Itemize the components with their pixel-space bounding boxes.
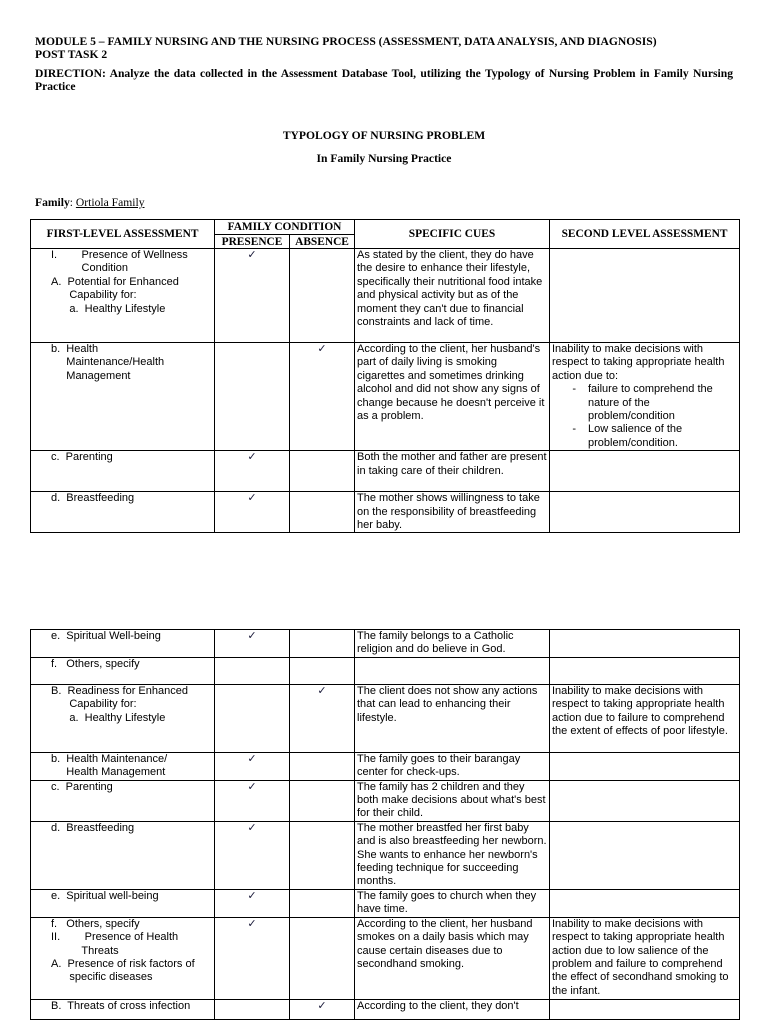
header-first-level: FIRST-LEVEL ASSESSMENT [31,220,215,249]
first-level-cell [31,752,215,780]
check-mark-icon: ✓ [247,780,257,793]
first-level-line: specific diseases [51,971,153,984]
specific-cues-cell: According to the client, they don't [355,999,550,1019]
second-level-bullet: - failure to comprehend the nature of the problem/condition [552,383,737,423]
specific-cues-cell: Both the mother and father are present in taking care of their children. [355,451,550,492]
presence-check-cell [215,249,290,343]
check-mark-icon: ✓ [247,451,257,464]
typology-table-page-2 [30,629,740,1020]
first-level-line: A. Presence of risk factors of [51,957,195,970]
presence-check-cell [215,630,290,658]
second-level-cell [550,343,740,451]
first-level-cell [31,492,215,533]
family-label: Family [35,196,70,209]
first-level-line: c. Parenting [51,451,113,464]
second-level-cell [550,780,740,821]
presence-check-cell [215,657,290,684]
check-mark-icon: ✓ [317,684,327,697]
direction-paragraph [35,67,733,93]
check-mark-icon: ✓ [247,821,257,834]
presence-check-cell [215,821,290,889]
table-row [31,917,740,999]
check-mark-icon: ✓ [247,249,257,261]
table-row [31,821,740,889]
specific-cues-cell: According to the client, her husband's part of daily living is smoking cigarettes and sometimes drinking alcohol and did not show any signs of change because he doesn't perceive it as a problem. [355,343,550,451]
first-level-line: e. Spiritual well-being [51,889,159,902]
absence-check-cell [290,917,355,999]
second-level-cell [550,657,740,684]
direction-label: DIRECTION: [35,67,106,80]
header-family-condition: FAMILY CONDITION [215,220,355,235]
page-title: TYPOLOGY OF NURSING PROBLEM [282,129,486,142]
presence-check-cell [215,492,290,533]
first-level-cell [31,630,215,658]
first-level-line: A. Potential for Enhanced [51,275,179,288]
second-level-text: Inability to make decisions with respect to taking appropriate health action due to low salience of the problem and failure to comprehend the effect of secondhand smoking to the infant. [552,917,729,997]
family-name: Ortiola Family [75,196,145,209]
first-level-cell [31,343,215,451]
specific-cues-cell: The family goes to church when they have time. [355,889,550,917]
first-level-line: Management [51,369,131,382]
specific-cues-cell: The mother shows willingness to take on the responsibility of breastfeeding her baby. [355,492,550,533]
check-mark-icon: ✓ [247,492,257,505]
table-row [31,752,740,780]
first-level-line: I. Presence of Wellness [51,249,188,261]
check-mark-icon: ✓ [317,343,327,355]
first-level-cell [31,780,215,821]
direction-text: Analyze the data collected in the Assessment Database Tool, utilizing the Typology of Nursing Problem in Family Nursing Practice [35,67,733,93]
first-level-cell [31,684,215,752]
first-level-cell [31,657,215,684]
table-row [31,780,740,821]
table-row [31,889,740,917]
first-level-line: Maintenance/Health [51,356,165,369]
check-mark-icon: ✓ [247,630,257,642]
absence-check-cell [290,780,355,821]
typology-table-page-1 [30,219,740,533]
presence-check-cell [215,999,290,1019]
presence-check-cell [215,889,290,917]
table-row [31,249,740,343]
first-level-line: B. Readiness for Enhanced [51,684,188,697]
second-level-text: Inability to make decisions with respect to taking appropriate health action due to failure to comprehend the extent of effects of poor lifestyle. [552,684,728,738]
specific-cues-cell: The family goes to their barangay center for check-ups. [355,752,550,780]
header-presence: PRESENCE [215,235,290,249]
first-level-line: Health Management [51,766,166,779]
header-specific-cues: SPECIFIC CUES [355,220,550,249]
absence-check-cell [290,999,355,1019]
first-level-line: a. Healthy Lifestyle [51,302,166,315]
table-row [31,684,740,752]
second-level-cell [550,889,740,917]
table-row [31,999,740,1019]
header-absence: ABSENCE [290,235,355,249]
post-task-label: POST TASK 2 [35,48,108,61]
first-level-cell [31,999,215,1019]
first-level-line: f. Others, specify [51,657,140,670]
first-level-line: d. Breastfeeding [51,821,135,834]
absence-check-cell [290,752,355,780]
absence-check-cell [290,684,355,752]
first-level-line: Condition [51,262,129,275]
family-line: Family: Ortiola Family [35,196,145,209]
presence-check-cell [215,917,290,999]
absence-check-cell [290,630,355,658]
specific-cues-cell [355,657,550,684]
first-level-line: e. Spiritual Well-being [51,630,161,642]
second-level-text: Inability to make decisions with respect to taking appropriate health action due to: [552,343,725,382]
first-level-line: f. Others, specify [51,917,140,930]
absence-check-cell [290,492,355,533]
page-subtitle: In Family Nursing Practice [316,152,452,165]
specific-cues-cell: According to the client, her husband smokes on a daily basis which may cause certain diseases due to secondhand smoking. [355,917,550,999]
second-level-bullet: - Low salience of the problem/condition. [552,423,737,450]
absence-check-cell [290,657,355,684]
first-level-line: b. Health [51,343,99,355]
absence-check-cell [290,821,355,889]
first-level-cell [31,451,215,492]
second-level-bullet-text: Low salience of the problem/condition. [588,423,683,449]
second-level-cell [550,821,740,889]
absence-check-cell [290,451,355,492]
first-level-line: Threats [51,944,119,957]
absence-check-cell [290,343,355,451]
table-row [31,630,740,658]
module-title: MODULE 5 – FAMILY NURSING AND THE NURSING PROCESS (ASSESSMENT, DATA ANALYSIS, AND DIAGNOSIS) [35,35,657,48]
presence-check-cell [215,343,290,451]
first-level-line: a. Healthy Lifestyle [51,711,166,724]
specific-cues-cell: The mother breastfed her first baby and is also breastfeeding her newborn. She wants to enhance her newborn's feeding technique for succeeding months. [355,821,550,889]
specific-cues-cell: As stated by the client, they do have the desire to enhance their lifestyle, specifically their nutritional food intake and physical activity but as of the moment they can't due to financial constraints and lack of time. [355,249,550,343]
presence-check-cell [215,752,290,780]
document-header [35,35,733,93]
absence-check-cell [290,249,355,343]
first-level-cell [31,917,215,999]
absence-check-cell [290,889,355,917]
first-level-cell [31,249,215,343]
second-level-cell [550,752,740,780]
second-level-cell [550,917,740,999]
second-level-cell [550,630,740,658]
specific-cues-cell: The client does not show any actions that can lead to enhancing their lifestyle. [355,684,550,752]
check-mark-icon: ✓ [247,889,257,902]
second-level-cell [550,249,740,343]
specific-cues-cell: The family has 2 children and they both make decisions about what's best for their child. [355,780,550,821]
second-level-cell [550,684,740,752]
first-level-line: B. Threats of cross infection [51,999,191,1012]
table-row [31,451,740,492]
presence-check-cell [215,780,290,821]
check-mark-icon: ✓ [247,752,257,765]
table-row [31,343,740,451]
presence-check-cell [215,684,290,752]
first-level-cell [31,821,215,889]
table-row [31,492,740,533]
second-level-bullet-text: failure to comprehend the nature of the problem/condition [588,383,713,423]
first-level-line: Capability for: [51,698,137,711]
first-level-cell [31,889,215,917]
presence-check-cell [215,451,290,492]
table-row [31,657,740,684]
check-mark-icon: ✓ [247,917,257,930]
specific-cues-cell: The family belongs to a Catholic religion and do believe in God. [355,630,550,658]
first-level-line: Capability for: [51,289,137,302]
first-level-line: b. Health Maintenance/ [51,752,168,765]
header-second-level: SECOND LEVEL ASSESSMENT [550,220,740,249]
first-level-line: II. Presence of Health [51,931,179,944]
second-level-cell [550,999,740,1019]
second-level-cell [550,492,740,533]
first-level-line: d. Breastfeeding [51,492,135,505]
check-mark-icon: ✓ [317,999,327,1012]
first-level-line: c. Parenting [51,780,113,793]
second-level-cell [550,451,740,492]
